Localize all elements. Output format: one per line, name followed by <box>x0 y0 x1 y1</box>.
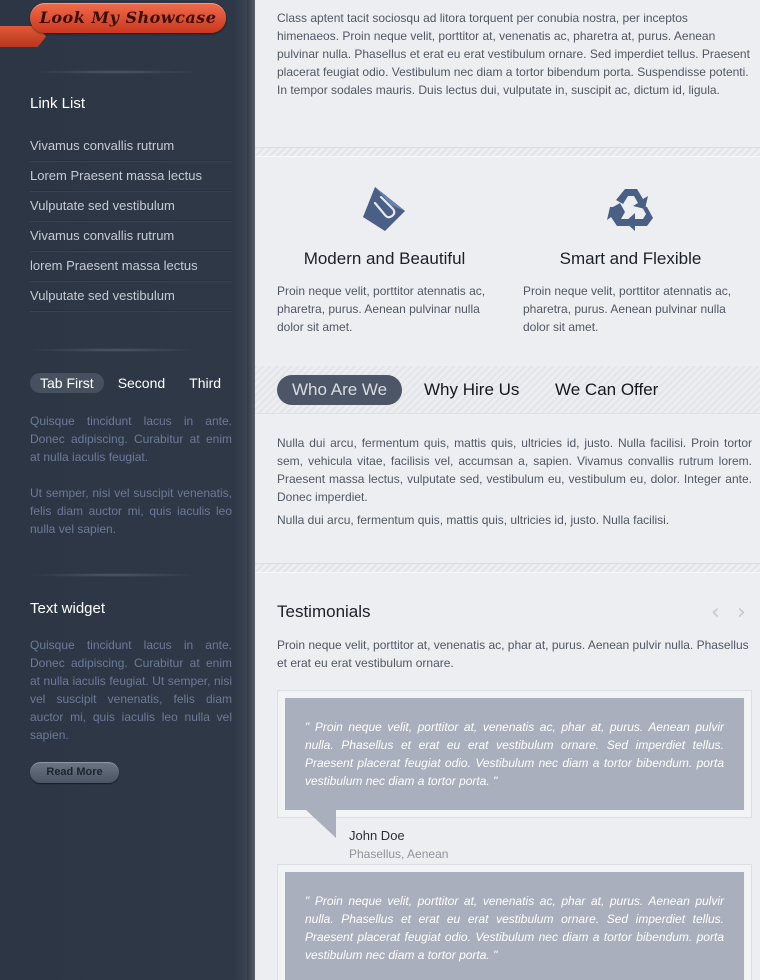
link-list-item[interactable]: Vulputate sed vestibulum <box>30 281 232 311</box>
sidebar-tab-second[interactable]: Second <box>117 375 166 391</box>
read-more-button[interactable]: Read More <box>30 762 119 783</box>
section-divider <box>255 147 760 157</box>
feature-text: Proin neque velit, porttitor atennatis ac, pharetra, purus. Aenean pulvinar nulla dolor sit amet. <box>277 284 486 334</box>
site-logo[interactable]: Look My Showcase <box>30 3 226 33</box>
chevron-left-icon[interactable]: ‹ <box>711 600 720 625</box>
sidebar-tab-paragraph: Ut semper, nisi vel suscipit venenatis, felis diam auctor mi, quis iaculis leo nulla vel sapien. <box>30 486 232 536</box>
recycle-icon <box>607 185 655 237</box>
sidebar-tab-paragraph: Quisque tincidunt lacus in ante. Donec adipiscing. Curabitur at enim at nulla iaculis feugiat. <box>30 414 232 464</box>
feature-text: Proin neque velit, porttitor atennatis ac, pharetra, purus. Aenean pulvinar nulla dolor sit amet. <box>523 284 732 334</box>
main-content <box>255 0 760 980</box>
text-widget-heading: Text widget <box>30 600 106 617</box>
sidebar-tab-first[interactable]: Tab First <box>30 373 104 393</box>
testimonials-intro: Proin neque velit, porttitor at, venenatis ac, phar at, purus. Aenean pulvir nulla. Phasellus et erat eu erat vestibulum ornare. <box>277 638 749 670</box>
section-divider <box>255 563 760 573</box>
link-list-item[interactable]: Vulputate sed vestibulum <box>30 191 232 221</box>
tab-who-are-we[interactable]: Who Are We <box>277 375 402 405</box>
feature-title: Modern and Beautiful <box>303 249 466 268</box>
sidebar-divider <box>30 348 200 352</box>
link-list-heading: Link List <box>30 95 86 112</box>
sidebar-tab-third[interactable]: Third <box>189 375 222 391</box>
testimonial-role: Phasellus, Aenean <box>349 847 449 861</box>
chevron-right-icon[interactable]: › <box>737 600 746 625</box>
sidebar-divider <box>30 573 200 577</box>
sidebar-divider <box>30 70 200 74</box>
sidebar-tabs <box>30 373 231 393</box>
feature-title: Smart and Flexible <box>559 249 702 268</box>
testimonials-title: Testimonials <box>277 602 371 621</box>
link-list-item[interactable]: Vivamus convallis rutrum <box>30 131 232 161</box>
tab-we-can-offer[interactable]: We Can Offer <box>555 380 659 399</box>
tab-why-hire-us[interactable]: Why Hire Us <box>424 380 520 399</box>
link-list-item[interactable]: Vivamus convallis rutrum <box>30 221 232 251</box>
testimonial-quote: " Proin neque velit, porttitor at, venenatis ac, phar at, purus. Aenean pulvir nulla. Phasellus et erat eu erat vestibulum ornare. Sed imperdiet tellus. Praesent placerat feugiat odio. Vestibulum nec diam a tortor bibendum. porta vestibulum nec diam a tortor porta. " <box>285 698 744 810</box>
sidebar <box>0 0 255 980</box>
link-list-item[interactable]: lorem Praesent massa lectus <box>30 251 232 281</box>
testimonial-quote: " Proin neque velit, porttitor at, venenatis ac, phar at, purus. Aenean pulvir nulla. Phasellus et erat eu erat vestibulum ornare. Sed imperdiet tellus. Praesent placerat feugiat odio. Vestibulum nec diam a tortor bibendum. porta vestibulum nec diam a tortor porta. " <box>285 872 744 980</box>
tab-content-paragraph: Nulla dui arcu, fermentum quis, mattis quis, ultricies id, justo. Nulla facilisi. <box>277 513 670 527</box>
testimonial-author: John Doe <box>349 828 405 843</box>
link-list-item[interactable]: Lorem Praesent massa lectus <box>30 161 232 191</box>
paperclip-icon <box>361 185 407 237</box>
text-widget-body: Quisque tincidunt lacus in ante. Donec adipiscing. Curabitur at enim at nulla iaculis feugiat. Ut semper, nisi vel suscipit venenatis, felis diam auctor mi, quis iaculis leo nulla vel sapien. <box>30 638 232 742</box>
testimonial-card <box>277 864 752 980</box>
intro-paragraph: Class aptent tacit sociosqu ad litora torquent per conubia nostra, per inceptos himenaeos. Proin neque velit, porttitor at, venenatis ac, pharetra at, purus. Aenean pulvinar nulla. Phasellus et erat eu erat vestibulum ornare. Sed imperdiet tellus. Praesent placerat feugiat odio. Vestibulum nec diam a tortor bibendum porta. Suspendisse potenti. In tempor sodales mauris. Duis lectus dui, vulputate in, suscipit ac, dictum id, ligula. <box>277 11 750 97</box>
testimonial-card <box>277 690 752 818</box>
tab-content-paragraph: Nulla dui arcu, fermentum quis, mattis quis, ultricies id, justo. Nulla facilisi. Proin tortor sem, vehicula vitae, facilisis vel, accumsan a, sapien. Vivamus convallis rutrum lorem. Praesent massa lectus, vulputate sed, vestibulum eu, vestibulum eu, dolor. Integer ante. Donec imperdiet. <box>277 436 752 504</box>
link-list <box>30 131 232 311</box>
